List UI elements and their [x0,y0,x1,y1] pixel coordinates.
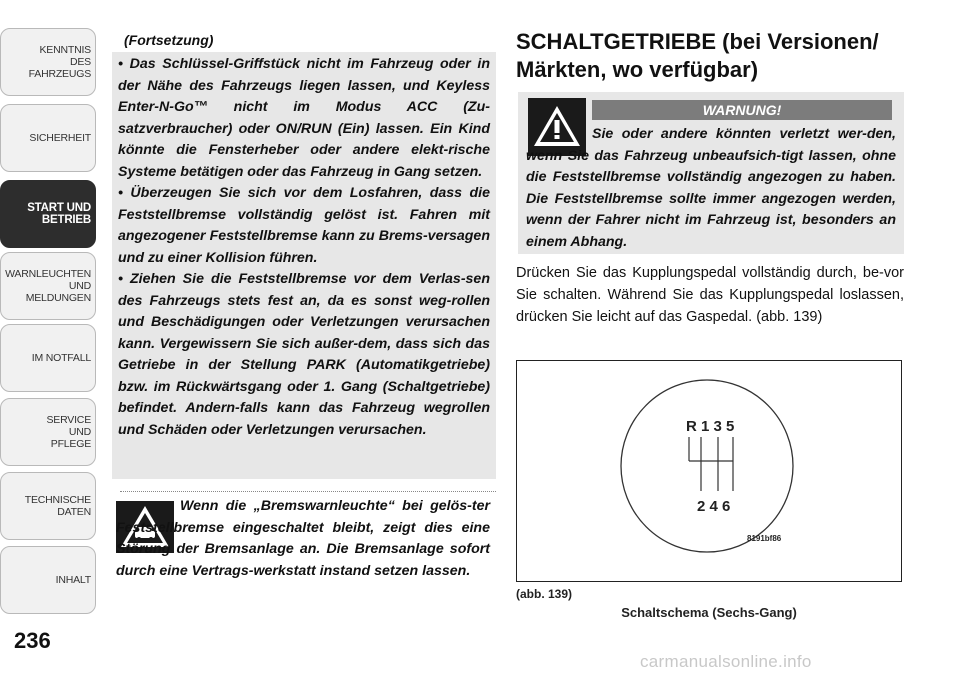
warning-text [526,124,896,253]
tab-label: SERVICE UND PFLEGE [46,414,91,450]
bullet-item: • Überzeugen Sie sich vor dem Losfahren, dass die Feststellbremse vollständig gelöst ist. Fahren mit angezogener Feststellbremse kann zu Brems-versagen und zu einer Kollision führen. [118,185,490,266]
body-paragraph: Drücken Sie das Kupplungspedal vollständig durch, be-vor Sie schalten. Während Sie das Kupplungspedal loslassen, drücken Sie leicht auf das Gaspedal. (abb. 139) [516,265,904,325]
warning-paragraph: Sie oder andere könnten verletzt wer-den, wenn Sie das Fahrzeug unbeaufsich-tigt lassen, ohne die Feststellbremse vollständig angezogen zu haben. Die Feststellbremse sollte immer angezogen werden, wenn der Fahrer nicht im Fahrzeug ist, besonders an einem Abhang. [526,126,896,250]
tab-label: WARNLEUCHTEN UND MELDUNGEN [5,268,91,304]
tab-start-und-betrieb[interactable] [0,180,96,248]
figure-code: 8191bf86 [747,534,782,543]
tab-warnleuchten-und-meldungen[interactable] [0,252,96,320]
tab-im-notfall[interactable] [0,324,96,392]
note-paragraph: Wenn die „Bremswarnleuchte“ bei gelös-ter Feststellbremse eingeschaltet bleibt, zeigt dies eine Störung der Bremsanlage an. Die Bremsanlage sofort durch eine Vertrags-werkstatt instand setzen lassen. [116,498,490,579]
continuation-label: (Fortsetzung) [124,32,214,48]
tab-label: IM NOTFALL [31,352,91,364]
tab-label: START UND BETRIEB [27,202,91,226]
gear-bottom-row: 2 4 6 [697,498,731,515]
figure-label: (abb. 139) [516,587,573,601]
warning-title: WARNUNG! [592,100,892,120]
tab-kenntnis-des-fahrzeugs[interactable] [0,28,96,96]
tab-label: INHALT [55,574,91,586]
section-title: SCHALTGETRIEBE (bei Versionen/ Märkten, wo verfügbar) [516,29,879,82]
note-text [116,496,490,582]
tab-inhalt[interactable] [0,546,96,614]
warning-bullets [118,54,490,441]
note-divider [120,491,496,493]
tab-label: KENNTNIS DES FAHRZEUGS [28,44,91,80]
gear-shift-figure [516,360,902,582]
body-text [516,262,904,328]
figure-caption: Schaltschema (Sechs-Gang) [621,605,797,620]
tab-technische-daten[interactable] [0,472,96,540]
gear-shift-pattern-diagram [517,361,900,580]
watermark: carmanualsonline.info [640,652,812,671]
tab-sicherheit[interactable] [0,104,96,172]
bullet-item: • Ziehen Sie die Feststellbremse vor dem Verlas-sen des Fahrzeugs stets fest an, da es sonst weg-rollen und Beschädigungen oder Verletzungen verursachen kann. Vergewissern Sie sich außer-dem, dass sich das Getriebe in der Stellung PARK (Automatikgetriebe) bzw. im Rückwärtsgang oder 1. Gang (Schaltgetriebe) befindet. Andern-falls kann das Fahrzeug wegrollen und Schäden oder Verletzungen verursachen. [118,271,490,438]
tab-label: SICHERHEIT [29,132,91,144]
tab-service-und-pflege[interactable] [0,398,96,466]
tab-label: TECHNISCHE DATEN [24,494,91,518]
gear-top-row: R 1 3 5 [686,418,735,435]
page-number: 236 [14,628,51,653]
bullet-item: • Das Schlüssel-Griffstück nicht im Fahrzeug oder in der Nähe des Fahrzeugs liegen lassen, und Keyless Enter-N-Go™ nicht im Modus ACC (Zu-satzverbraucher) oder ON/RUN (Ein) lassen. Ein Kind könnte die Fensterheber oder andere elekt-rische Systeme betätigen oder das Fahrzeug in Gang setzen. [118,56,490,180]
